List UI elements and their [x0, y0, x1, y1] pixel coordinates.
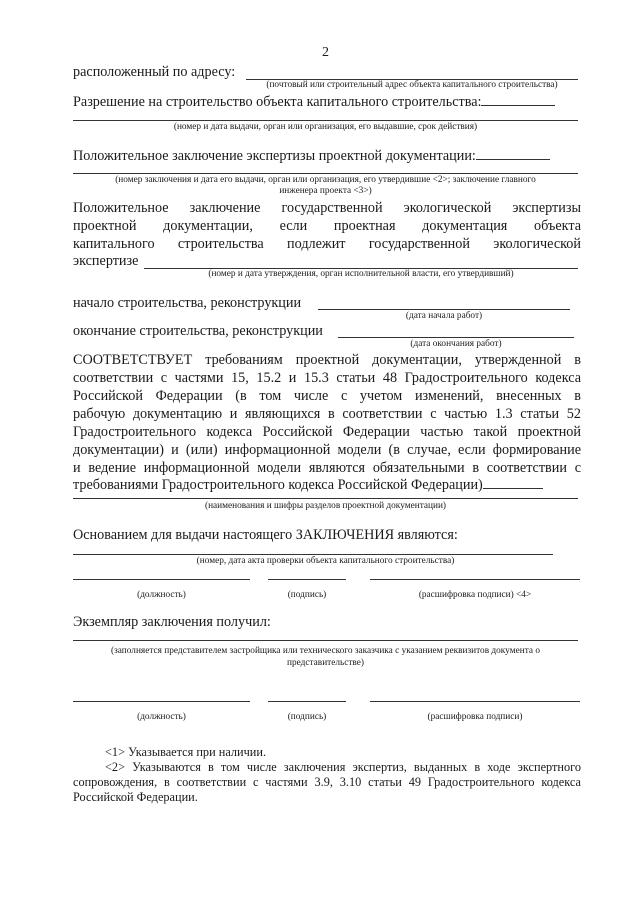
compliance-line-7: и ведение информационной модели являются обязательными в соответствии с — [73, 460, 581, 476]
basis-line[interactable] — [73, 554, 553, 555]
eco-expertise-line-1: Положительное заключение государственной экологической экспертизы — [73, 200, 581, 216]
construction-start-caption: (дата начала работ) — [405, 311, 483, 321]
expertise-caption-1: (номер заключения и дата его выдачи, орган или организация, его утвердившие <2>; заключение главного — [115, 175, 536, 185]
permit-label — [73, 94, 555, 111]
compliance-line[interactable] — [73, 498, 578, 499]
compliance-line-5: Градостроительного кодекса Российской Федерации частью такой проектной — [73, 424, 581, 440]
permit-line[interactable] — [73, 120, 578, 121]
permit-blank[interactable] — [481, 104, 555, 106]
compliance-line-1: СООТВЕТСТВУЕТ требованиям проектной документации, утвержденной в — [73, 352, 581, 368]
expertise-label-text: Положительное заключение экспертизы проектной документации: — [73, 148, 476, 164]
construction-end-caption: (дата окончания работ) — [410, 339, 502, 349]
footnote-1: <1> Указывается при наличии. — [105, 745, 267, 759]
page-number: 2 — [322, 45, 329, 60]
copy-received-caption-2: представительстве) — [287, 658, 364, 668]
eco-expertise-line-3: капитального строительства подлежит государственной экологической — [73, 236, 581, 252]
expertise-blank[interactable] — [476, 158, 550, 160]
copy-received-label: Экземпляр заключения получил: — [73, 614, 271, 630]
signature-1-position-caption: (должность) — [137, 590, 186, 600]
signature-2-signature-caption: (подпись) — [287, 712, 327, 722]
address-label: расположенный по адресу: — [73, 64, 236, 80]
expertise-caption-2: инженера проекта <3>) — [279, 186, 372, 196]
signature-1-signature-line[interactable] — [268, 579, 346, 580]
compliance-line-3: Российской Федерации (в том числе с учетом изменений, внесенных в — [73, 388, 581, 404]
signature-2-decoding-caption: (расшифровка подписи) — [427, 712, 523, 722]
footnote-2-line-1: <2> Указываются в том числе заключения экспертиз, выданных в ходе экспертного — [105, 760, 581, 774]
signature-2-position-line[interactable] — [73, 701, 250, 702]
compliance-line-2: соответствии с частями 15, 15.2 и 15.3 статьи 48 Градостроительного кодекса — [73, 370, 581, 386]
construction-end-label: окончание строительства, реконструкции — [73, 323, 323, 339]
basis-label: Основанием для выдачи настоящего ЗАКЛЮЧЕНИЯ являются: — [73, 527, 458, 543]
copy-received-line[interactable] — [73, 640, 578, 641]
footnote-2-line-2: сопровождения, в соответствии с частями 3.9, 3.10 статьи 49 Градостроительного кодекса — [73, 775, 581, 789]
compliance-line-4: рабочую документацию и являющихся в соответствии с частью 1.3 статьи 52 — [73, 406, 581, 422]
basis-caption: (номер, дата акта проверки объекта капитального строительства) — [196, 556, 455, 566]
signature-1-position-line[interactable] — [73, 579, 250, 580]
expertise-line[interactable] — [73, 173, 578, 174]
expertise-label — [73, 148, 550, 165]
address-caption: (почтовый или строительный адрес объекта капитального строительства) — [266, 80, 558, 90]
footnote-2-line-3: Российской Федерации. — [73, 790, 198, 804]
signature-1-signature-caption: (подпись) — [287, 590, 327, 600]
construction-start-label: начало строительства, реконструкции — [73, 295, 302, 311]
eco-expertise-caption: (номер и дата утверждения, орган исполнительной власти, его утвердивший) — [208, 269, 514, 279]
signature-2-position-caption: (должность) — [137, 712, 186, 722]
eco-expertise-line-2: проектной документации, если проектная документация объекта — [73, 218, 581, 234]
construction-start-line[interactable] — [318, 309, 570, 310]
compliance-line-8 — [73, 477, 543, 494]
signature-1-decoding-line[interactable] — [370, 579, 580, 580]
signature-1-decoding-caption: (расшифровка подписи) <4> — [418, 590, 532, 600]
compliance-line-6: документации) и (или) информационной модели (в случае, если формирование — [73, 442, 581, 458]
compliance-caption: (наименования и шифры разделов проектной документации) — [204, 501, 447, 511]
signature-2-signature-line[interactable] — [268, 701, 346, 702]
compliance-line-8-text: требованиями Градостроительного кодекса Российской Федерации) — [73, 477, 483, 493]
copy-received-caption-1: (заполняется представителем застройщика или технического заказчика с указанием реквизитов документа о — [111, 646, 540, 656]
eco-expertise-line-4: экспертизе — [73, 253, 139, 269]
permit-caption: (номер и дата выдачи, орган или организация, его выдавшие, срок действия) — [173, 122, 478, 132]
signature-2-decoding-line[interactable] — [370, 701, 580, 702]
compliance-blank[interactable] — [483, 487, 543, 489]
permit-label-text: Разрешение на строительство объекта капитального строительства: — [73, 94, 482, 110]
construction-end-line[interactable] — [338, 337, 574, 338]
